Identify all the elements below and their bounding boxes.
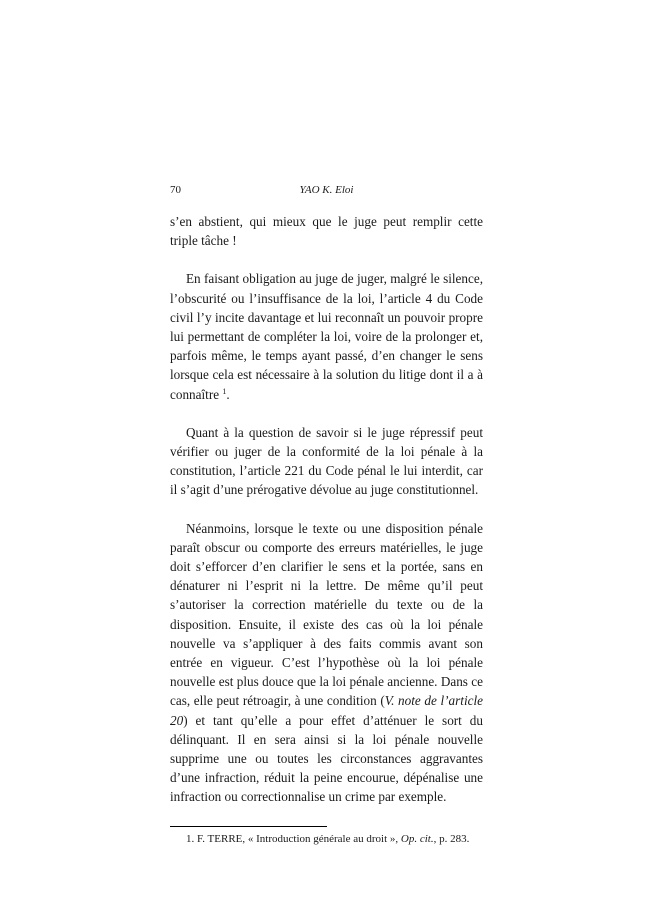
footnote-1 (170, 832, 483, 846)
paragraph-article-221 (170, 423, 483, 500)
body-text (170, 212, 483, 807)
book-page (170, 182, 483, 846)
paragraph-text: s’en abstient, qui mieux que le juge peut remplir cette triple tâche ! (170, 214, 483, 249)
italic-reference: V. note de l’article 20 (170, 693, 483, 728)
running-head-author: YAO K. Eloi (299, 184, 354, 196)
paragraph-end: . (226, 386, 230, 402)
paragraph-text: En faisant obligation au juge de juger, malgré le silence, l’obscurité ou l’insuffisance de la loi, l’article 4 du Code civil l’y incite davantage et lui reconnaît un pouvoir propre lui permettant de compléter la loi, voire de la prolonger et, parfois même, le temps ayant passé, d’en changer le sens lorsque cela est nécessaire à la solution du litige dont il a à connaître (170, 271, 483, 402)
paragraph-text: ) et tant qu’elle a pour effet d’atténuer le sort du délinquant. Il en sera ainsi si la loi pénale nouvelle supprime une ou toutes les circonstances aggravantes d’une infraction, réduit la peine encourue, dépénalise une infraction ou correctionnalise un crime par exemple. (170, 712, 483, 805)
running-head (170, 182, 483, 198)
paragraph-neanmoins (170, 519, 483, 807)
footnote-reference[interactable]: 1 (222, 386, 227, 396)
footnote-number: 1. (186, 832, 195, 845)
footnote-text: , p. 283. (433, 832, 470, 845)
footnote-text: F. TERRE, « Introduction générale au droit », (197, 832, 401, 845)
footnote-italic: Op. cit. (400, 832, 434, 845)
page-number: 70 (170, 184, 181, 196)
paragraph-continuation (170, 212, 483, 250)
paragraph-text: Quant à la question de savoir si le juge répressif peut vérifier ou juger de la conformité de la loi pénale à la constitution, l’article 221 du Code pénal le lui interdit, car il s’agit d’une prérogative dévolue au juge constitutionnel. (170, 424, 483, 498)
paragraph-text: Néanmoins, lorsque le texte ou une disposition pénale paraît obscur ou comporte des erreurs matérielles, le juge doit s’efforcer d’en clarifier le sens et la portée, sans en dénaturer ni l’esprit ni la lettre. De même qu’il peut s’autoriser la correction matérielle du texte ou de la disposition. Ensuite, il existe des cas où la loi pénale nouvelle va s’appliquer à des faits commis avant son entrée en vigueur. C’est l’hypothèse où la loi pénale nouvelle est plus douce que la loi pénale ancienne. Dans ce cas, elle peut rétroagir, à une condition ( (170, 520, 483, 709)
paragraph-article-4 (170, 269, 483, 403)
footnote-separator (170, 826, 327, 827)
